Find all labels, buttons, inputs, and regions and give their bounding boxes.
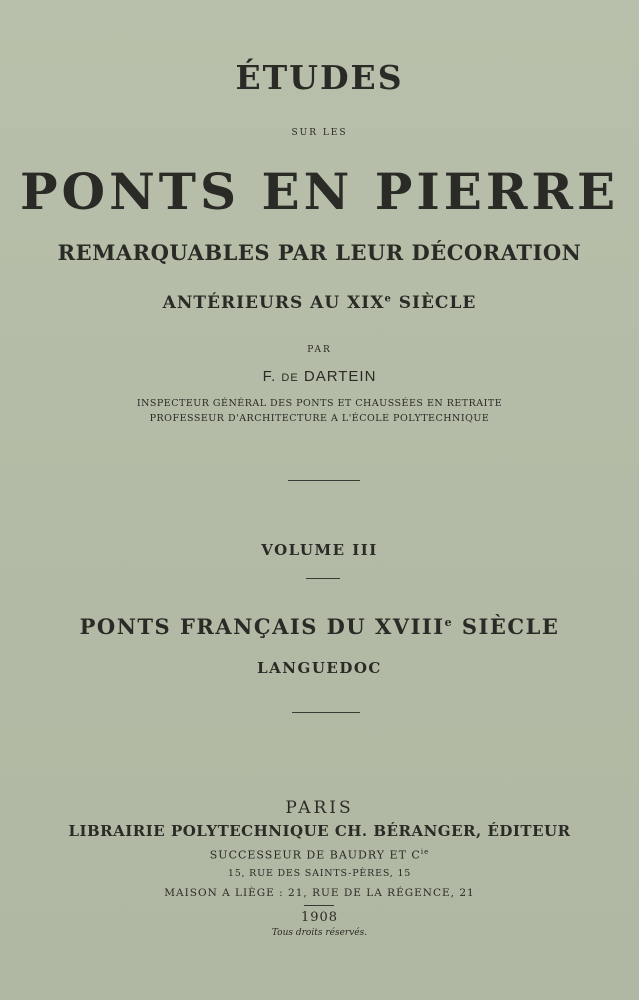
period-sup: e	[384, 293, 392, 305]
author-particle: DE	[281, 372, 299, 384]
volume-label: VOLUME III	[261, 541, 378, 559]
etudes-heading: ÉTUDES	[235, 58, 404, 97]
successor-line	[0, 848, 639, 862]
divider-rule	[304, 905, 334, 906]
author-surname: DARTEIN	[303, 368, 377, 385]
liege-address: MAISON A LIÈGE : 21, RUE DE LA RÉGENCE, 21	[164, 887, 475, 899]
subtitle: REMARQUABLES PAR LEUR DÉCORATION	[57, 240, 582, 265]
volume-subject	[0, 614, 639, 639]
sur-les-text: SUR LES	[291, 128, 348, 138]
par-text: PAR	[307, 345, 332, 355]
author-title-1: INSPECTEUR GÉNÉRAL DES PONTS ET CHAUSSÉES EN RETRAITE	[136, 398, 503, 409]
divider-rule	[292, 712, 360, 713]
period-line	[0, 293, 639, 313]
subject-post: SIÈCLE	[453, 614, 560, 639]
subject-pre: PONTS FRANÇAIS DU XVIII	[79, 614, 445, 639]
publisher-address: 15, RUE DES SAINTS-PÈRES, 15	[227, 868, 412, 879]
author-name	[0, 368, 639, 385]
period-post: SIÈCLE	[391, 293, 477, 313]
rights-notice: Tous droits réservés.	[271, 928, 368, 938]
volume-region: LANGUEDOC	[257, 659, 382, 677]
publication-year: 1908	[300, 910, 339, 925]
period-pre: ANTÉRIEURS AU XIX	[162, 293, 385, 313]
divider-rule	[306, 578, 340, 579]
author-initial: F.	[262, 368, 277, 385]
successor-pre: SUCCESSEUR DE BAUDRY ET C	[209, 848, 421, 862]
divider-rule	[288, 480, 360, 481]
author-title-2: PROFESSEUR D'ARCHITECTURE A L'ÉCOLE POLYTECHNIQUE	[149, 413, 490, 424]
publisher: LIBRAIRIE POLYTECHNIQUE CH. BÉRANGER, ÉDITEUR	[68, 822, 571, 840]
subject-sup: e	[444, 616, 454, 629]
main-title: PONTS EN PIERRE	[19, 162, 620, 221]
successor-sup: ie	[420, 848, 430, 856]
imprint-city: PARIS	[285, 798, 354, 818]
